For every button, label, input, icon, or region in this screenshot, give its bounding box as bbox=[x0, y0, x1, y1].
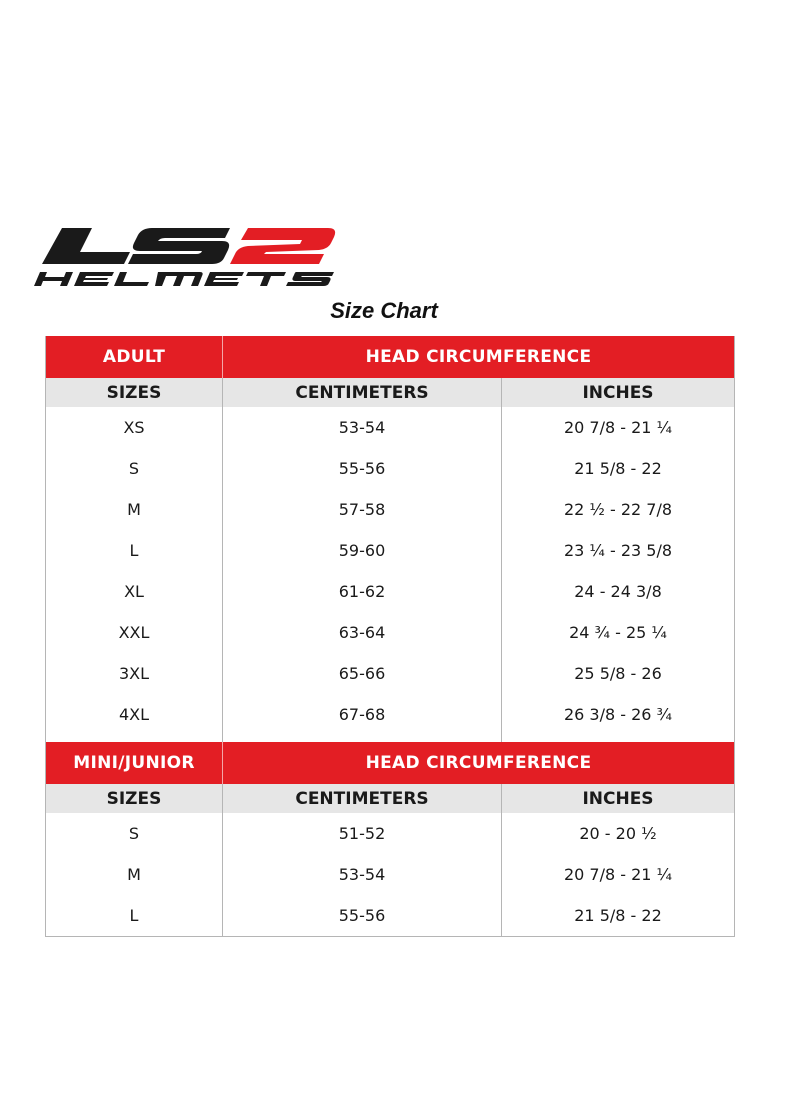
inches-cell: 21 5/8 - 22 bbox=[574, 906, 662, 925]
cm-cell: 65-66 bbox=[223, 653, 502, 694]
adult-sizes-column-header: SIZES bbox=[46, 378, 223, 407]
spacer-cell bbox=[502, 735, 734, 742]
table-row bbox=[46, 571, 734, 612]
inches-cell: 24 - 24 3/8 bbox=[574, 582, 662, 601]
inches-cell: 20 - 20 ½ bbox=[579, 824, 657, 843]
size-cell: XXL bbox=[46, 612, 223, 653]
junior-sizes-column-header: SIZES bbox=[46, 784, 223, 813]
cm-cell: 67-68 bbox=[223, 694, 502, 735]
table-row bbox=[46, 895, 734, 936]
inches-cell: 26 3/8 - 26 ¾ bbox=[563, 705, 673, 724]
junior-header-row bbox=[46, 742, 734, 784]
cm-cell: 53-54 bbox=[223, 407, 502, 448]
table-row bbox=[46, 530, 734, 571]
ls2-logo-graphic bbox=[34, 222, 346, 292]
cm-cell: 51-52 bbox=[223, 813, 502, 854]
junior-inches-column-header: INCHES bbox=[582, 788, 654, 809]
cm-cell: 59-60 bbox=[223, 530, 502, 571]
table-row bbox=[46, 489, 734, 530]
table-row bbox=[46, 612, 734, 653]
inches-cell: 25 5/8 - 26 bbox=[574, 664, 662, 683]
size-cell: 4XL bbox=[46, 694, 223, 735]
inches-cell: 20 7/8 - 21 ¼ bbox=[563, 418, 673, 437]
size-cell: XS bbox=[46, 407, 223, 448]
size-cell: 3XL bbox=[46, 653, 223, 694]
cm-cell: 55-56 bbox=[223, 895, 502, 936]
ls2-helmets-logo bbox=[34, 222, 346, 292]
spacer-cell bbox=[223, 735, 502, 742]
size-cell: M bbox=[46, 854, 223, 895]
table-row bbox=[46, 407, 734, 448]
junior-group-label: MINI/JUNIOR bbox=[46, 742, 223, 784]
junior-centimeters-column-header: CENTIMETERS bbox=[223, 784, 502, 813]
table-row bbox=[46, 448, 734, 489]
junior-head-circumference-label: HEAD CIRCUMFERENCE bbox=[365, 753, 592, 773]
inches-cell: 22 ½ - 22 7/8 bbox=[563, 500, 673, 519]
adult-column-headers bbox=[46, 378, 734, 407]
cm-cell: 53-54 bbox=[223, 854, 502, 895]
inches-cell: 24 ¾ - 25 ¼ bbox=[569, 623, 667, 642]
size-cell: L bbox=[46, 895, 223, 936]
size-cell: L bbox=[46, 530, 223, 571]
cm-cell: 55-56 bbox=[223, 448, 502, 489]
table-row bbox=[46, 653, 734, 694]
cm-cell: 63-64 bbox=[223, 612, 502, 653]
inches-cell: 23 ¼ - 23 5/8 bbox=[563, 541, 673, 560]
size-cell: S bbox=[46, 448, 223, 489]
size-cell: XL bbox=[46, 571, 223, 612]
adult-inches-column-header: INCHES bbox=[582, 382, 654, 403]
size-chart-table bbox=[45, 336, 735, 937]
inches-cell: 21 5/8 - 22 bbox=[574, 459, 662, 478]
adult-head-circumference-label: HEAD CIRCUMFERENCE bbox=[365, 347, 592, 367]
cm-cell: 61-62 bbox=[223, 571, 502, 612]
adult-centimeters-column-header: CENTIMETERS bbox=[223, 378, 502, 407]
helmets-wordmark bbox=[34, 272, 346, 291]
row-spacer bbox=[46, 735, 734, 742]
table-row bbox=[46, 813, 734, 854]
junior-column-headers bbox=[46, 784, 734, 813]
adult-header-row bbox=[46, 336, 734, 378]
size-cell: S bbox=[46, 813, 223, 854]
table-row bbox=[46, 854, 734, 895]
spacer-cell bbox=[46, 735, 223, 742]
size-cell: M bbox=[46, 489, 223, 530]
size-chart-title: Size Chart bbox=[330, 298, 438, 323]
adult-group-label: ADULT bbox=[46, 336, 223, 378]
table-row bbox=[46, 694, 734, 735]
inches-cell: 20 7/8 - 21 ¼ bbox=[563, 865, 673, 884]
cm-cell: 57-58 bbox=[223, 489, 502, 530]
ls2-mark bbox=[42, 228, 335, 264]
